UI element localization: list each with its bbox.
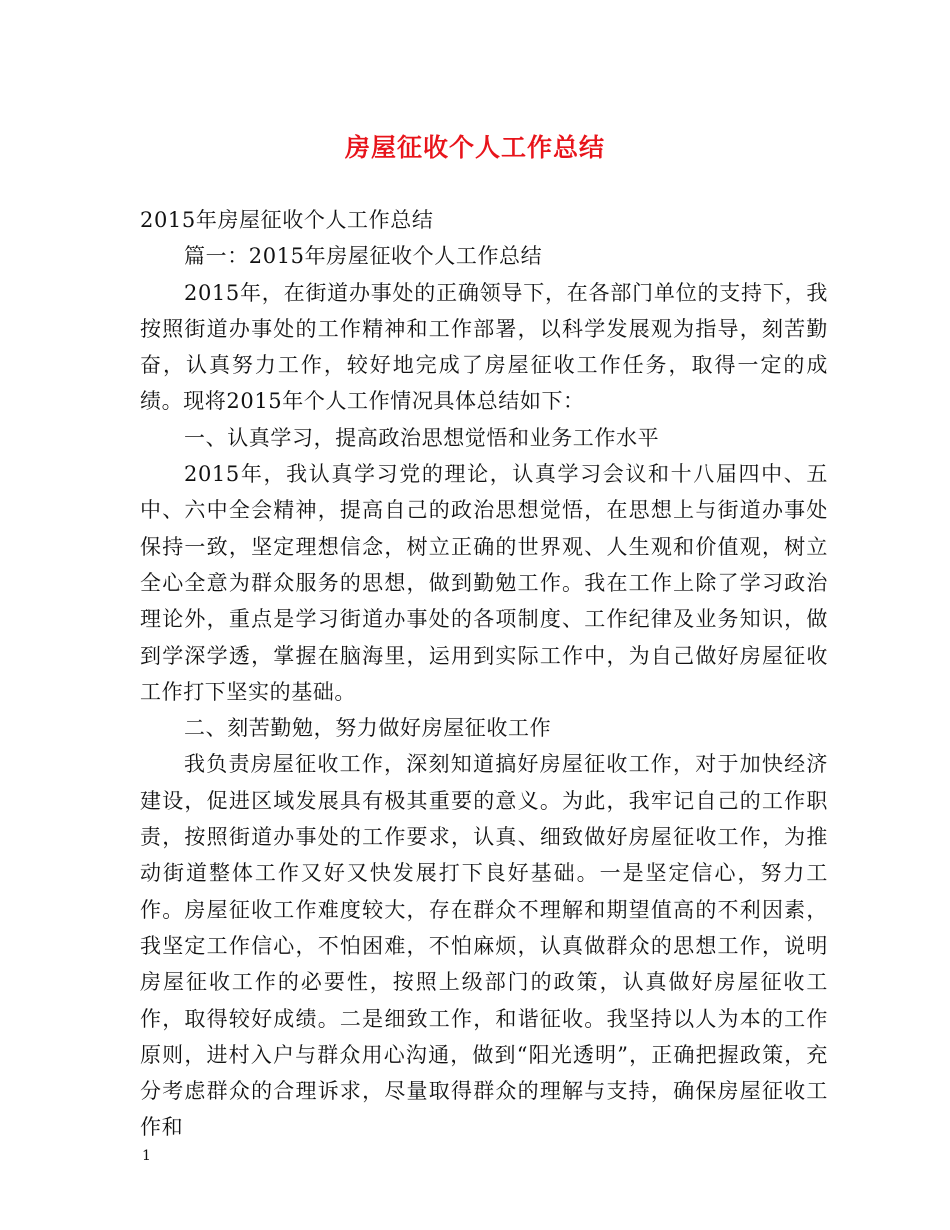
- paragraph-intro: 2015年，在街道办事处的正确领导下，在各部门单位的支持下，我按照街道办事处的工作精神和工作部署，以科学发展观为指导，刻苦勤奋，认真努力工作，较好地完成了房屋征收工作任务，取得一定的成绩。现将2015年个人工作情况具体总结如下：: [140, 280, 828, 414]
- paragraph-heading-one: 一、认真学习，提高政治思想觉悟和业务工作水平: [184, 425, 660, 450]
- document-title: 房屋征收个人工作总结: [344, 133, 605, 162]
- page-number: 1: [142, 1148, 151, 1164]
- paragraph-heading-two: 二、刻苦勤勉，努力做好房屋征收工作: [184, 716, 552, 741]
- paragraph-study: 2015年，我认真学习党的理论，认真学习会议和十八届四中、五中、六中全会精神，提高自己的政治思想觉悟，在思想上与街道办事处保持一致，坚定理想信念，树立正确的世界观、人生观和价值观，树立全心全意为群众服务的思想，做到勤勉工作。我在工作上除了学习政治理论外，重点是学习街道办事处的各项制度、工作纪律及业务知识，做到学深学透，掌握在脑海里，运用到实际工作中，为自己做好房屋征收工作打下坚实的基础。: [140, 462, 828, 704]
- paragraph-work: 我负责房屋征收工作，深刻知道搞好房屋征收工作，对于加快经济建设，促进区域发展具有极其重要的意义。为此，我牢记自己的工作职责，按照街道办事处的工作要求，认真、细致做好房屋征收工作，为推动街道整体工作又好又快发展打下良好基础。一是坚定信心，努力工作。房屋征收工作难度较大，存在群众不理解和期望值高的不利因素，我坚定工作信心，不怕困难，不怕麻烦，认真做群众的思想工作，说明房屋征收工作的必要性，按照上级部门的政策，认真做好房屋征收工作，取得较好成绩。二是细致工作，和谐征收。我坚持以人为本的工作原则，进村入户与群众用心沟通，做到“阳光透明”，正确把握政策，充分考虑群众的合理诉求，尽量取得群众的理解与支持，确保房屋征收工作和: [140, 752, 828, 1140]
- document-body: [140, 202, 828, 1146]
- paragraph-section-heading: 篇一：2015年房屋征收个人工作总结: [184, 244, 543, 269]
- paragraph-subtitle: 2015年房屋征收个人工作总结: [140, 208, 434, 232]
